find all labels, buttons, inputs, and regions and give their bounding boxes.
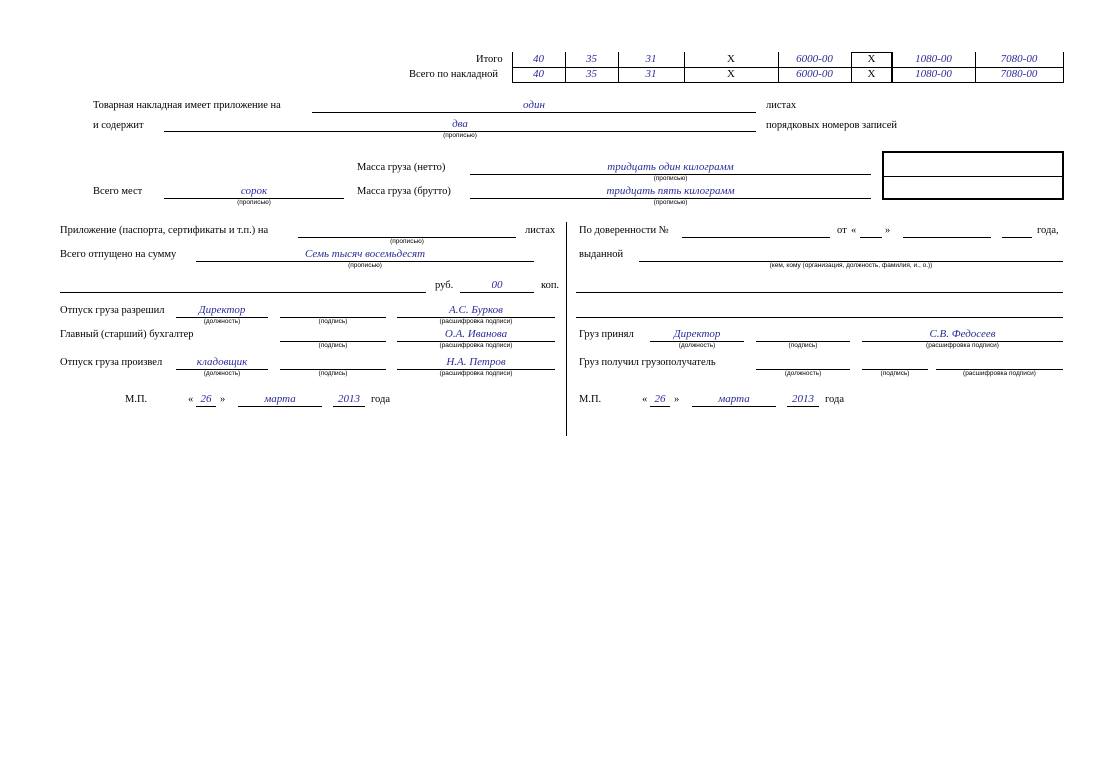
total-cell: X bbox=[867, 53, 876, 65]
quote-open: « bbox=[188, 394, 194, 405]
total-cell: 31 bbox=[645, 53, 657, 65]
grand-total-cell: X bbox=[867, 68, 876, 80]
kop-label: коп. bbox=[541, 280, 560, 291]
received-label: Груз получил грузополучатель bbox=[579, 357, 716, 368]
decode-caption: (расшифровка подписи) bbox=[439, 370, 513, 377]
released-label: Отпуск груза произвел bbox=[60, 357, 163, 368]
places-caption: (прописью) bbox=[237, 199, 271, 206]
grand-total-cell: 40 bbox=[533, 68, 544, 80]
places-label: Всего мест bbox=[93, 186, 143, 197]
decode-caption: (расшифровка подписи) bbox=[439, 342, 513, 349]
decode-caption: (расшифровка подписи) bbox=[963, 370, 1036, 377]
net-mass-label: Масса груза (нетто) bbox=[357, 162, 446, 173]
issued-label: выданной bbox=[579, 249, 624, 260]
sum-value: Семь тысяч восемьдесят bbox=[304, 248, 426, 260]
quote-open: « bbox=[642, 394, 648, 405]
total-cell: X bbox=[727, 53, 735, 65]
attachment-label: Товарная накладная имеет приложение на bbox=[93, 100, 281, 111]
accountant-name: О.А. Иванова bbox=[444, 328, 508, 340]
left-day: 26 bbox=[200, 393, 212, 405]
signature-caption: (подпись) bbox=[788, 342, 818, 349]
release-allowed-position: Директор bbox=[198, 304, 246, 316]
attachment-sheets-suffix: листах bbox=[766, 100, 797, 111]
net-mass-value: тридцать один килограмм bbox=[607, 161, 734, 173]
left-year-suffix: года bbox=[371, 394, 390, 405]
sum-label: Всего отпущено на сумму bbox=[60, 249, 177, 260]
kop-value: 00 bbox=[491, 279, 503, 291]
places-value: сорок bbox=[240, 185, 268, 197]
grand-total-cell: X bbox=[727, 68, 735, 80]
right-month: марта bbox=[718, 393, 750, 405]
quote-close: » bbox=[674, 394, 680, 405]
attachment-sheets-value: один bbox=[523, 99, 545, 111]
rub-label: руб. bbox=[435, 280, 454, 291]
proxy-year-suffix: года, bbox=[1037, 225, 1059, 236]
stamp-label: М.П. bbox=[579, 394, 602, 405]
signature-caption: (подпись) bbox=[880, 370, 910, 377]
grand-total-cell: 35 bbox=[586, 68, 597, 80]
release-allowed-label: Отпуск груза разрешил bbox=[60, 305, 165, 316]
released-position: кладовщик bbox=[196, 356, 248, 368]
position-caption: (должность) bbox=[784, 370, 822, 377]
contains-value: два bbox=[452, 118, 468, 130]
total-cell: 35 bbox=[586, 53, 597, 65]
contains-caption: (прописью) bbox=[443, 132, 477, 139]
right-year: 2013 bbox=[792, 393, 814, 405]
quote-close: » bbox=[885, 225, 891, 236]
accepted-position: Директор bbox=[673, 328, 721, 340]
signature-caption: (подпись) bbox=[318, 370, 348, 377]
accountant-label: Главный (старший) бухгалтер bbox=[60, 329, 194, 340]
contains-suffix: порядковых номеров записей bbox=[766, 120, 898, 131]
mass-box bbox=[882, 151, 1064, 200]
right-day: 26 bbox=[654, 393, 666, 405]
total-cell: 1080-00 bbox=[915, 53, 952, 65]
net-mass-caption: (прописью) bbox=[653, 175, 688, 182]
quote-close: » bbox=[220, 394, 226, 405]
sum-caption: (прописью) bbox=[348, 262, 382, 269]
gross-mass-value: тридцать пять килограмм bbox=[606, 185, 735, 197]
right-year-suffix: года bbox=[825, 394, 844, 405]
grand-totals-label: Всего по накладной bbox=[409, 69, 498, 80]
section-divider bbox=[566, 222, 567, 436]
proxy-label: По доверенности № bbox=[579, 225, 669, 236]
position-caption: (должность) bbox=[203, 370, 241, 377]
gross-mass-label: Масса груза (брутто) bbox=[357, 186, 451, 197]
stamp-label: М.П. bbox=[125, 394, 148, 405]
left-year: 2013 bbox=[338, 393, 360, 405]
total-cell: 7080-00 bbox=[1000, 53, 1038, 65]
grand-total-cell: 31 bbox=[645, 68, 657, 80]
released-name: Н.А. Петров bbox=[446, 356, 506, 368]
decode-caption: (расшифровка подписи) bbox=[439, 318, 513, 325]
quote-open: « bbox=[851, 225, 857, 236]
accepted-name: С.В. Федосеев bbox=[929, 328, 996, 340]
accepted-label: Груз принял bbox=[579, 329, 634, 340]
position-caption: (должность) bbox=[678, 342, 716, 349]
grand-total-cell: 6000-00 bbox=[796, 68, 833, 80]
decode-caption: (расшифровка подписи) bbox=[926, 342, 999, 349]
grand-total-cell: 1080-00 bbox=[915, 68, 952, 80]
issued-caption: (кем, кому (организация, должность, фамилия, и., о.)) bbox=[769, 262, 933, 269]
docs-caption: (прописью) bbox=[390, 238, 424, 245]
signature-caption: (подпись) bbox=[318, 342, 348, 349]
docs-suffix: листах bbox=[525, 225, 556, 236]
total-cell: 6000-00 bbox=[796, 53, 833, 65]
totals-label: Итого bbox=[476, 54, 503, 65]
left-month: марта bbox=[264, 393, 296, 405]
total-cell: 40 bbox=[533, 53, 544, 65]
position-caption: (должность) bbox=[203, 318, 241, 325]
docs-label: Приложение (паспорта, сертификаты и т.п.) на bbox=[60, 225, 269, 236]
proxy-from-label: от bbox=[837, 225, 847, 236]
contains-label: и содержит bbox=[93, 120, 144, 131]
grand-total-cell: 7080-00 bbox=[1000, 68, 1038, 80]
release-allowed-name: А.С. Бурков bbox=[449, 304, 503, 316]
gross-mass-caption: (прописью) bbox=[653, 199, 688, 206]
signature-caption: (подпись) bbox=[318, 318, 348, 325]
